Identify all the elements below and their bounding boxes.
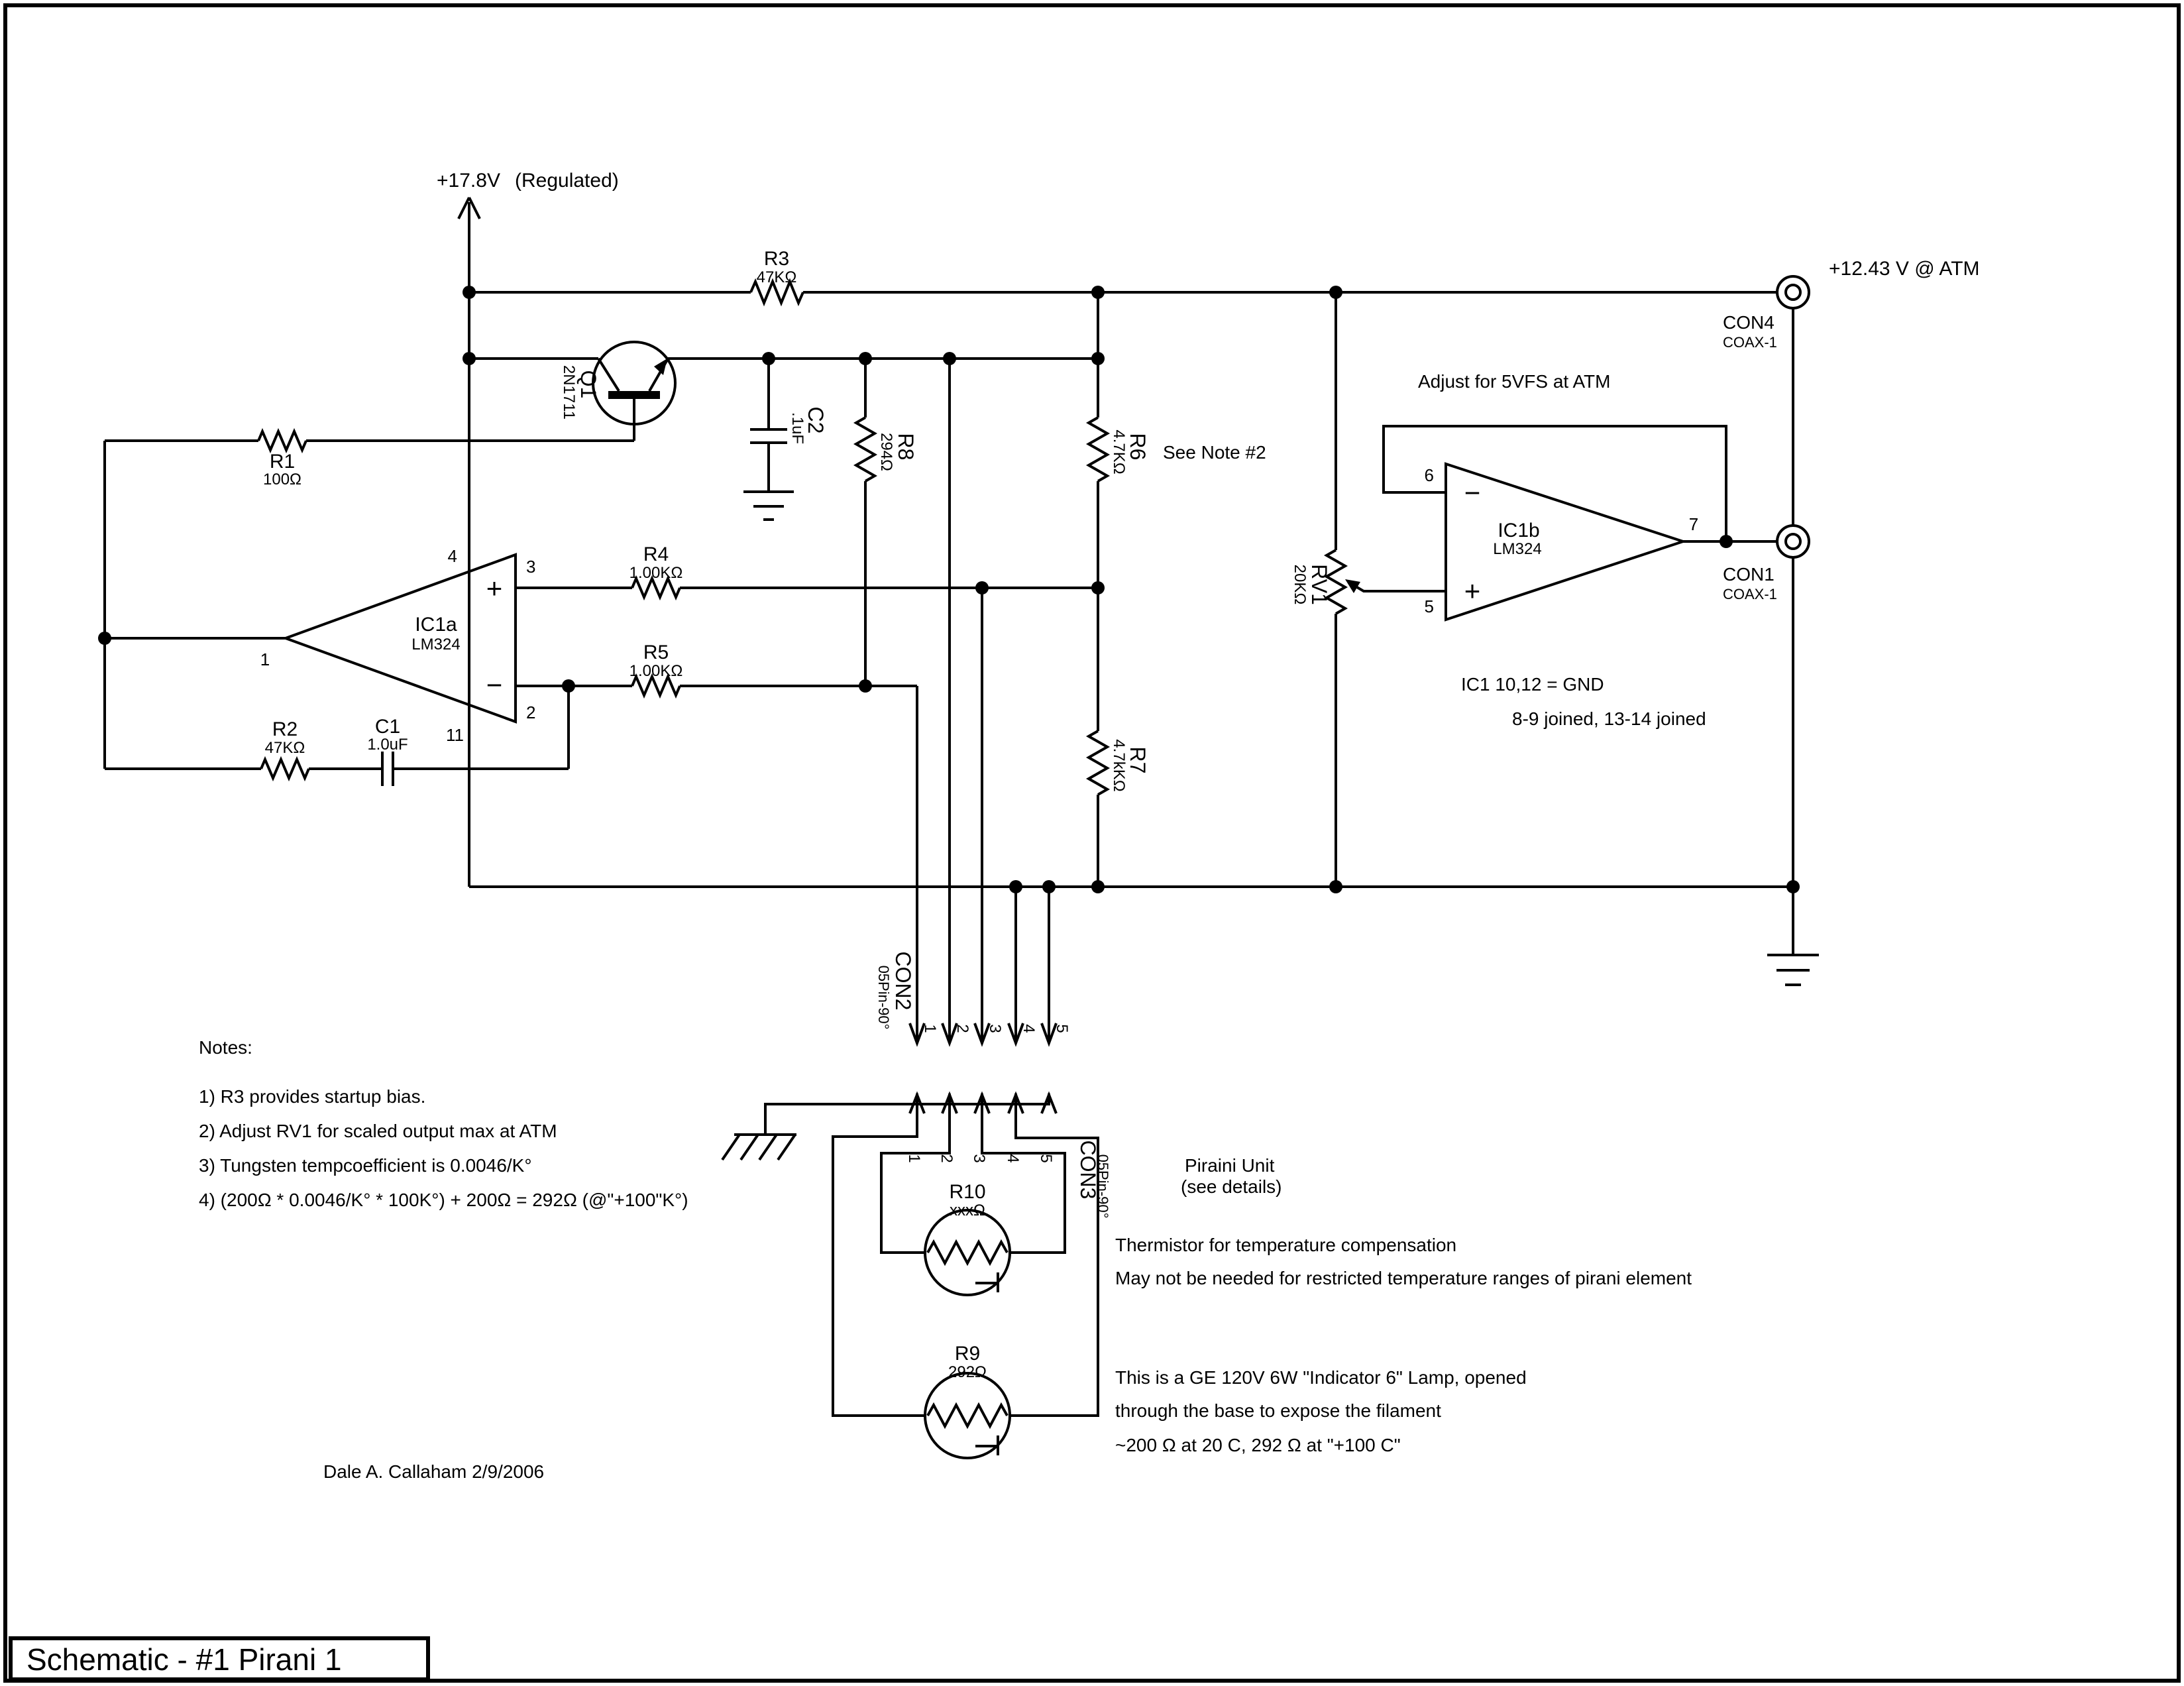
transistor-q1-leads: [598, 359, 667, 441]
see-note-2: See Note #2: [1163, 442, 1266, 463]
r3-value: 47KΩ: [756, 268, 797, 286]
ic1b-plus-sign: +: [1464, 575, 1481, 606]
ic1b-pin6: 6: [1424, 465, 1434, 485]
con4-name: CON4: [1723, 312, 1774, 333]
solid-symbols: [608, 359, 1360, 593]
c2-value: .1uF: [789, 412, 806, 445]
r1-name: R1: [269, 451, 296, 473]
power-rail-voltage: +17.8V: [437, 170, 500, 192]
earth-ground-icon: [722, 1135, 796, 1160]
note-item-4: 4) (200Ω * 0.0046/K° * 100K°) + 200Ω = 292Ω (@"+100"K°): [199, 1190, 688, 1210]
note-item-2: 2) Adjust RV1 for scaled output max at ATM: [199, 1121, 557, 1141]
thermistor-r10-zigzag: [928, 1242, 1007, 1263]
r9-name: R9: [954, 1343, 981, 1365]
ic-joined-note: 8-9 joined, 13-14 joined: [1512, 708, 1706, 729]
r10-value: xxxΩ: [950, 1202, 985, 1219]
con3-pin-label: 1: [905, 1154, 923, 1163]
ic1b-name: IC1b: [1498, 520, 1540, 541]
ic1a-name: IC1a: [415, 614, 457, 636]
con1-coax-icon: [1777, 526, 1809, 557]
r5-name: R5: [643, 642, 669, 663]
wire-con3-pin5-ground: [765, 1094, 1049, 1135]
r8-value: 294Ω: [877, 433, 895, 471]
ic1a-minus-sign: −: [486, 669, 503, 701]
ic1b-pin5: 5: [1424, 596, 1434, 616]
ic1b-minus-sign: −: [1464, 477, 1481, 508]
capacitor-c1-plates: [382, 752, 393, 786]
wire-con3-pin3: [982, 1094, 1065, 1253]
con1-coax-pin-icon: [1786, 534, 1800, 549]
con3-pin-label: 2: [938, 1154, 956, 1163]
drawing-title: Schematic - #1 Pirani 1: [27, 1642, 342, 1677]
opamp-ic1a-body: [286, 555, 516, 722]
con2-pin-label: 5: [1053, 1024, 1071, 1033]
con4-type: COAX-1: [1723, 334, 1777, 351]
r9-value: 292Ω: [948, 1363, 987, 1381]
thermistor-note-1: Thermistor for temperature compensation: [1115, 1235, 1457, 1255]
ic1a-pin4: 4: [447, 546, 457, 566]
r6-name: R6: [1126, 433, 1150, 461]
ic1a-pin2: 2: [526, 702, 536, 722]
resistor-r8-zigzag: [856, 418, 875, 481]
wire-con3-pin1: [833, 1094, 925, 1416]
con2-name: CON2: [891, 951, 915, 1011]
wire-rv1-wiper: [1349, 583, 1445, 591]
lamp-note-3: ~200 Ω at 20 C, 292 Ω at "+100 C": [1115, 1435, 1401, 1455]
rv1-wiper-arrow-icon: [1345, 579, 1360, 593]
author-line: Dale A. Callaham 2/9/2006: [323, 1461, 545, 1482]
rv1-value: 20KΩ: [1291, 564, 1309, 605]
pirani-unit-label-1: Piraini Unit: [1185, 1155, 1275, 1176]
q1-value: 2N1711: [560, 365, 578, 420]
note-item-3: 3) Tungsten tempcoefficient is 0.0046/K°: [199, 1155, 532, 1176]
resistor-r2-zigzag: [261, 759, 309, 778]
pirani-unit-label-2: (see details): [1181, 1176, 1282, 1197]
r5-value: 1.00KΩ: [629, 662, 683, 680]
r4-name: R4: [643, 543, 669, 565]
notes-heading: Notes:: [199, 1037, 252, 1058]
ic1b-pin7: 7: [1688, 514, 1699, 534]
r2-value: 47KΩ: [264, 739, 305, 757]
ic1a-plus-sign: +: [486, 573, 503, 604]
wire-c1-to-inverting: [393, 686, 569, 769]
c2-name: C2: [804, 406, 828, 434]
con3-pin-label: 4: [1004, 1154, 1022, 1163]
c1-value: 1.0uF: [367, 736, 408, 754]
con4-coax-icon: [1777, 276, 1809, 308]
lamp-note-2: through the base to expose the filament: [1115, 1400, 1441, 1421]
ic1a-pin1: 1: [260, 649, 270, 669]
ic-gnd-note: IC1 10,12 = GND: [1461, 674, 1604, 695]
resistor-r7-zigzag: [1089, 731, 1107, 795]
ic1a-pin3: 3: [526, 557, 536, 577]
con1-name: CON1: [1723, 564, 1774, 585]
con2-pin-label: 1: [921, 1024, 939, 1033]
con4-coax-pin-icon: [1786, 285, 1800, 300]
ground-icon-right: [1767, 955, 1819, 985]
adjust-note: Adjust for 5VFS at ATM: [1418, 371, 1611, 392]
ground-icon-c2: [743, 492, 794, 520]
power-rail-qualifier: (Regulated): [515, 170, 619, 192]
r3-name: R3: [763, 248, 790, 270]
transistor-q1-base-bar: [608, 391, 660, 399]
note-item-1: 1) R3 provides startup bias.: [199, 1086, 426, 1107]
wire-con3-pin2: [881, 1094, 950, 1253]
r7-name: R7: [1126, 746, 1150, 774]
resistor-r6-zigzag: [1089, 418, 1107, 481]
rv1-name: RV1: [1307, 564, 1331, 605]
ic1a-value: LM324: [411, 636, 461, 653]
r6-value: 4.7KΩ: [1110, 429, 1128, 475]
q1-emitter-arrow-icon: [654, 359, 667, 375]
con3-type: 05Pin-90°: [1095, 1154, 1111, 1219]
ic1a-pin11: 11: [446, 725, 464, 745]
resistor-r1-zigzag: [258, 431, 306, 450]
con3-name: CON3: [1076, 1140, 1100, 1200]
lamp-r9-zigzag: [928, 1405, 1007, 1426]
r10-name: R10: [949, 1181, 986, 1203]
r1-value: 100Ω: [263, 471, 301, 488]
r7-value: 4.7kKΩ: [1110, 739, 1128, 792]
con3-pin-label: 5: [1037, 1154, 1055, 1163]
r4-value: 1.00KΩ: [629, 564, 683, 582]
lamp-note-1: This is a GE 120V 6W "Indicator 6" Lamp, opened: [1115, 1367, 1527, 1388]
con2-pin-label: 4: [1020, 1024, 1038, 1033]
q1-name: Q1: [576, 370, 600, 399]
c1-name: C1: [374, 716, 401, 738]
con3-pin-label: 3: [970, 1154, 988, 1163]
thermistor-note-2: May not be needed for restricted temperature ranges of pirani element: [1115, 1268, 1692, 1288]
capacitor-c2: [750, 359, 787, 492]
ic1b-value: LM324: [1493, 540, 1542, 558]
page-border: [5, 5, 2179, 1681]
output-voltage-label: +12.43 V @ ATM: [1829, 258, 1980, 280]
con2-type: 05Pin-90°: [875, 965, 892, 1030]
con2-pin-label: 2: [954, 1024, 971, 1033]
wire-ic1b-feedback: [1384, 426, 1726, 541]
con1-type: COAX-1: [1723, 586, 1777, 602]
r2-name: R2: [272, 718, 298, 740]
opamp-ic1b-body: [1446, 464, 1683, 620]
r8-name: R8: [894, 433, 918, 461]
con2-pin-label: 3: [986, 1024, 1004, 1033]
